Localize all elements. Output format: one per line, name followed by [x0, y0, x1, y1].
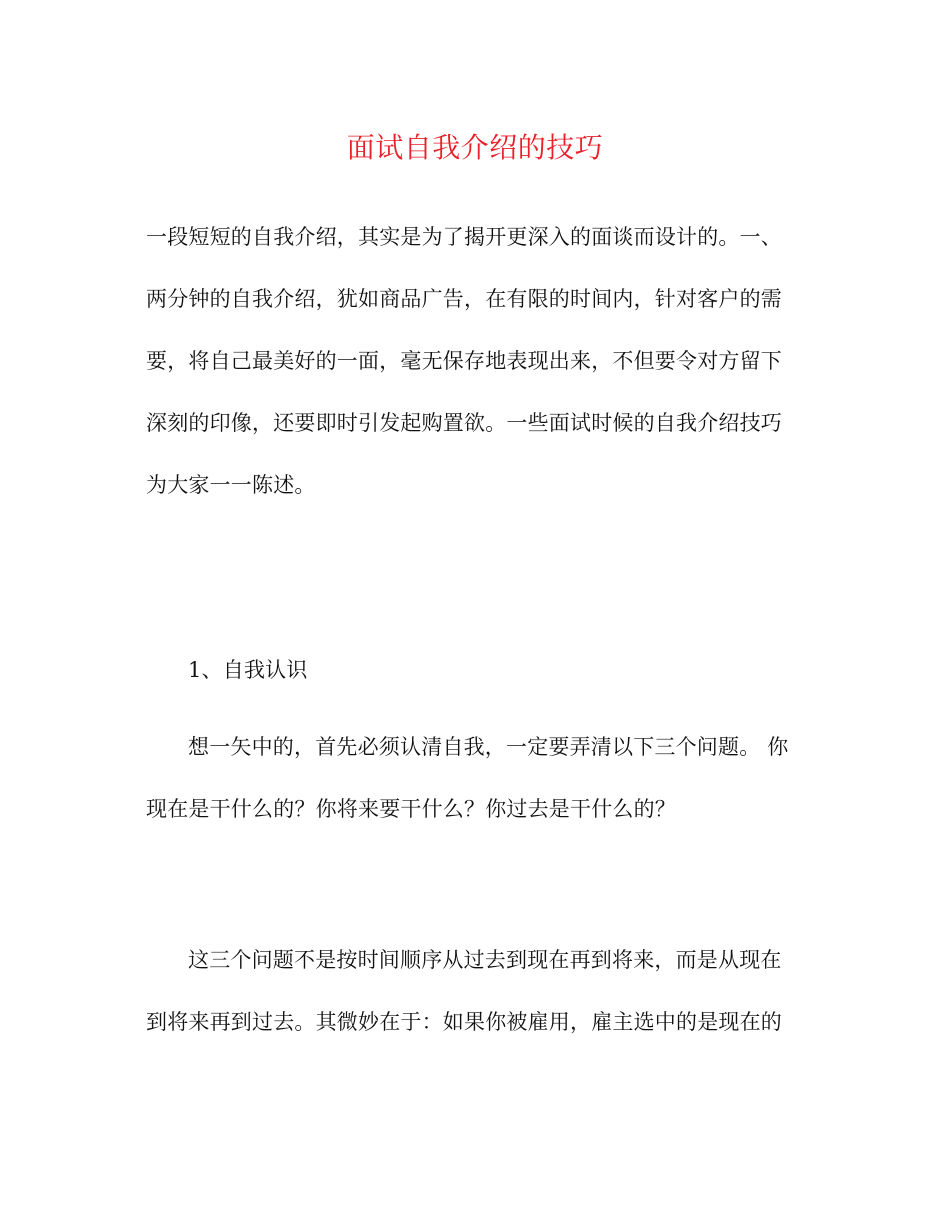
intro-paragraph: [146, 206, 806, 516]
paragraph-line: 现在是干什么的？你将来要干什么？你过去是干什么的？: [146, 797, 676, 821]
section-heading: [146, 639, 806, 701]
order-paragraph: [146, 929, 806, 1053]
paragraph-line: 深刻的印像，还要即时引发起购置欲。一些面试时候的自我介绍技巧: [146, 411, 782, 435]
paragraph-line: 这三个问题不是按时间顺序从过去到现在再到将来，而是从现在: [188, 948, 782, 972]
paragraph-line: 要，将自己最美好的一面，毫无保存地表现出来，不但要令对方留下: [146, 349, 782, 373]
self-awareness-paragraph: [146, 716, 806, 840]
section-heading-text: 1、自我认识: [188, 658, 308, 682]
document-title: 面试自我介绍的技巧: [346, 131, 604, 164]
paragraph-line: 为大家一一陈述。: [146, 473, 316, 497]
paragraph-line: 到将来再到过去。其微妙在于：如果你被雇用，雇主选中的是现在的: [146, 1010, 782, 1034]
paragraph-line: 两分钟的自我介绍，犹如商品广告，在有限的时间内，针对客户的需: [146, 287, 782, 311]
paragraph-line: 想一矢中的，首先必须认清自我，一定要弄清以下三个问题。 你: [188, 735, 789, 759]
paragraph-line: 一段短短的自我介绍，其实是为了揭开更深入的面谈而设计的。一、: [146, 225, 782, 249]
